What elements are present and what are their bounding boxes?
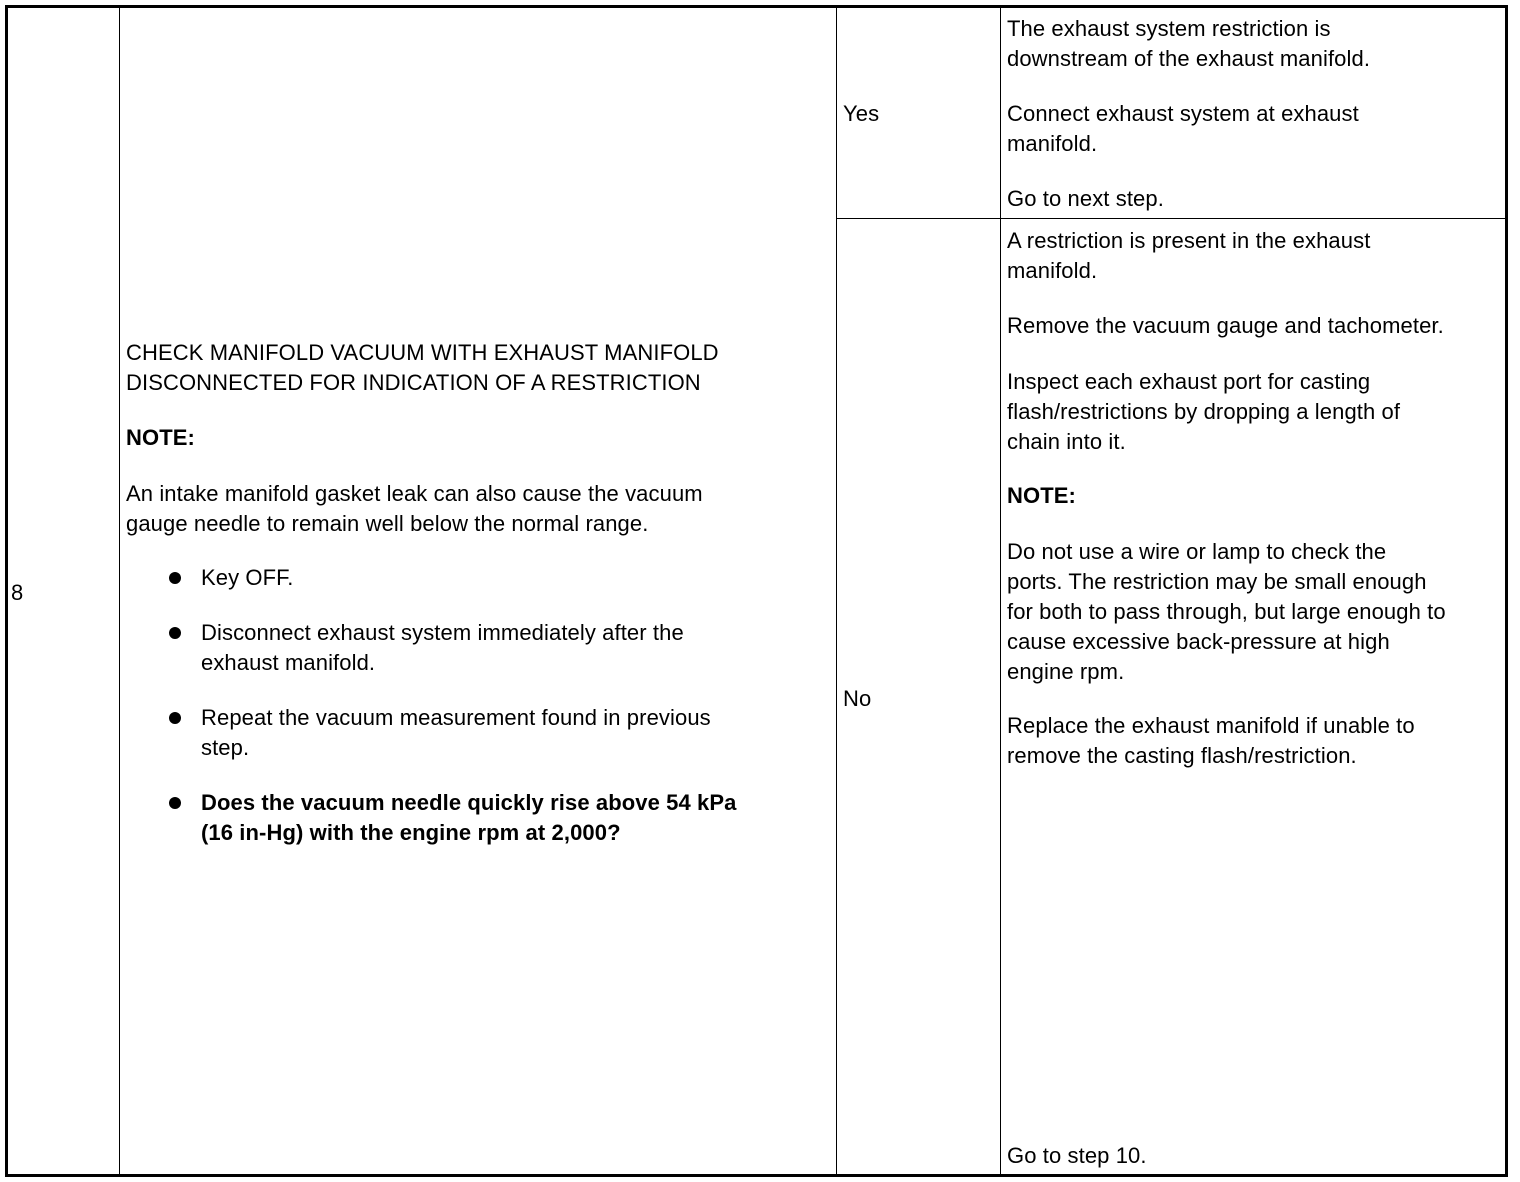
column-divider-1 xyxy=(119,8,120,1174)
no-replace-line-2: remove the casting flash/restriction. xyxy=(1007,743,1357,768)
bullet-item-1 xyxy=(201,563,821,593)
bullet-item-3-line-1: Repeat the vacuum measurement found in previous xyxy=(201,705,711,730)
no-replace-line-1: Replace the exhaust manifold if unable to xyxy=(1007,713,1415,738)
action-note-line-2: gauge needle to remain well below the normal range. xyxy=(126,511,649,536)
bullet-item-2-line-2: exhaust manifold. xyxy=(201,650,376,675)
bullet-item-4-question xyxy=(201,788,826,848)
yes-instruction-line-1: Connect exhaust system at exhaust xyxy=(1007,101,1359,126)
bullet-item-4-line-1: Does the vacuum needle quickly rise above 54 kPa xyxy=(201,790,737,815)
yes-result-line-2: downstream of the exhaust manifold. xyxy=(1007,46,1371,71)
bullet-dot-4 xyxy=(169,797,181,809)
action-heading-line-2: DISCONNECTED FOR INDICATION OF A RESTRICTION xyxy=(126,370,701,395)
action-note-label: NOTE: xyxy=(126,425,195,450)
action-note-line-1: An intake manifold gasket leak can also cause the vacuum xyxy=(126,481,703,506)
bullet-dot-2 xyxy=(169,627,181,639)
bullet-item-2-line-1: Disconnect exhaust system immediately after the xyxy=(201,620,684,645)
no-inspect-line-2: flash/restrictions by dropping a length of xyxy=(1007,399,1401,424)
action-heading-line-1: CHECK MANIFOLD VACUUM WITH EXHAUST MANIFOLD xyxy=(126,340,719,365)
no-label: No xyxy=(843,686,872,711)
bullet-item-4-line-2: (16 in-Hg) with the engine rpm at 2,000? xyxy=(201,820,621,845)
column-divider-2 xyxy=(836,8,837,1174)
step-number: 8 xyxy=(11,580,24,605)
bullet-item-3-line-2: step. xyxy=(201,735,250,760)
yes-goto: Go to next step. xyxy=(1007,186,1164,211)
no-goto: Go to step 10. xyxy=(1007,1143,1147,1168)
no-inspect xyxy=(1007,367,1502,457)
no-note-line-4: cause excessive back-pressure at high xyxy=(1007,629,1390,654)
yes-result-line-1: The exhaust system restriction is xyxy=(1007,16,1331,41)
bullet-item-3 xyxy=(201,703,821,763)
no-note-line-1: Do not use a wire or lamp to check the xyxy=(1007,539,1387,564)
no-note-label: NOTE: xyxy=(1007,483,1076,508)
bullet-dot-1 xyxy=(169,572,181,584)
no-note-line-5: engine rpm. xyxy=(1007,659,1125,684)
no-result-line-1: A restriction is present in the exhaust xyxy=(1007,228,1371,253)
yes-result xyxy=(1007,14,1502,74)
action-note-text xyxy=(126,479,826,539)
column-divider-3 xyxy=(1000,8,1001,1174)
no-note-line-3: for both to pass through, but large enough to xyxy=(1007,599,1446,624)
no-note-line-2: ports. The restriction may be small enough xyxy=(1007,569,1427,594)
no-result-line-2: manifold. xyxy=(1007,258,1098,283)
row-divider-yes-no xyxy=(837,218,1505,219)
no-inspect-line-1: Inspect each exhaust port for casting xyxy=(1007,369,1371,394)
bullet-item-2 xyxy=(201,618,821,678)
no-inspect-line-3: chain into it. xyxy=(1007,429,1126,454)
yes-instruction-line-2: manifold. xyxy=(1007,131,1098,156)
action-heading xyxy=(126,338,826,398)
bullet-dot-3 xyxy=(169,712,181,724)
bullet-item-1-line-1: Key OFF. xyxy=(201,565,294,590)
no-note-text xyxy=(1007,537,1505,687)
no-result xyxy=(1007,226,1502,286)
yes-label: Yes xyxy=(843,101,880,126)
no-replace xyxy=(1007,711,1502,771)
yes-instruction xyxy=(1007,99,1502,159)
no-remove: Remove the vacuum gauge and tachometer. xyxy=(1007,313,1444,338)
